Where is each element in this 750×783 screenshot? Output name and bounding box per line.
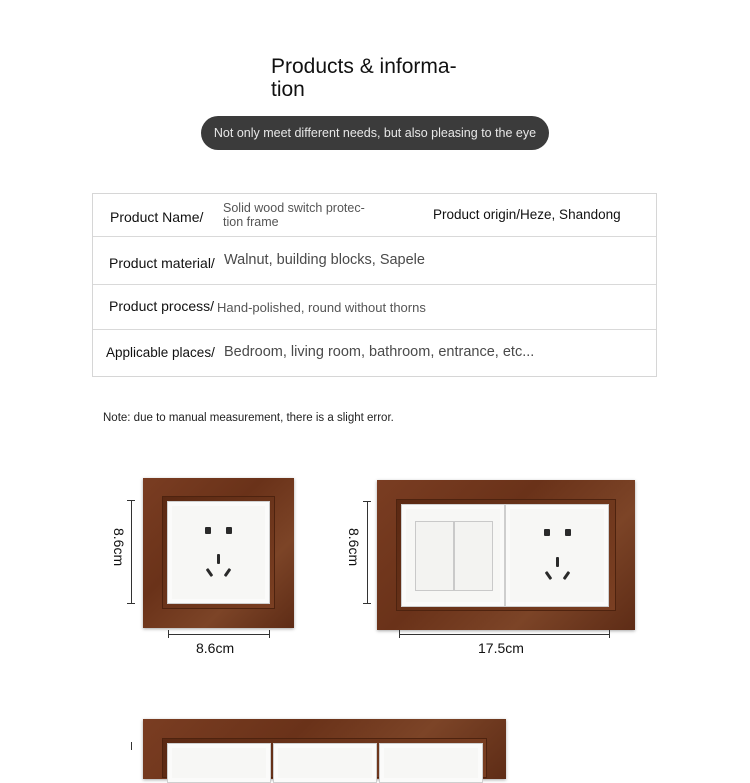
height-label: 8.6cm [111,528,127,567]
dimension-tick [399,630,400,638]
spec-table [92,193,657,377]
row-value: Bedroom, living room, bathroom, entrance, etc... [224,344,535,360]
switch-key-right [454,521,493,591]
socket-hole [224,568,232,577]
switch-key-left [415,521,454,591]
socket-hole [544,529,550,536]
dimension-tick [127,500,135,501]
socket-plate [167,501,270,604]
socket-plate [505,504,609,607]
width-dimension-line [399,634,610,635]
socket-hole [563,571,571,580]
switch-plate [273,743,377,783]
wood-frame [377,480,635,630]
row-label: Applicable places/ [106,345,215,360]
dimension-tick [269,630,270,638]
socket-hole [217,554,220,564]
wood-frame [143,478,294,628]
row-label: Product process/ [109,298,215,314]
subtitle-pill: Not only meet different needs, but also pleasing to the eye [201,116,549,150]
switch-plate [379,743,483,783]
socket-hole [565,529,571,536]
table-row [93,194,656,237]
socket-hole [205,527,211,534]
socket-hole [545,571,553,580]
table-row [93,330,656,376]
row-label: Product Name/ [110,209,204,225]
width-label: 8.6cm [196,640,235,656]
height-dimension-line [367,501,368,604]
row-value: Solid wood switch protec- tion frame [223,201,365,229]
height-dimension-line [131,500,132,604]
page-title: Products & informa- tion [271,55,457,101]
dimension-tick [363,603,371,604]
measurement-note: Note: due to manual measurement, there is a slight error. [103,412,394,424]
dimension-tick [127,603,135,604]
width-dimension-line [168,634,270,635]
row-extra: Product origin/Heze, Shandong [433,207,621,222]
dimension-tick [168,630,169,638]
socket-hole [206,568,214,577]
socket-hole [226,527,232,534]
switch-plate [167,743,271,783]
height-dimension-line [131,742,132,750]
socket-hole [556,557,559,567]
height-label: 8.6cm [346,528,362,567]
dimension-tick [609,630,610,638]
wood-frame-partial [143,719,506,779]
row-label: Product material/ [109,255,215,271]
switch-plate [401,504,505,607]
width-label: 17.5cm [478,640,524,656]
row-value: Hand-polished, round without thorns [217,300,426,315]
table-row [93,237,656,285]
dimension-tick [363,501,371,502]
table-row [93,285,656,330]
row-value: Walnut, building blocks, Sapele [224,252,425,268]
